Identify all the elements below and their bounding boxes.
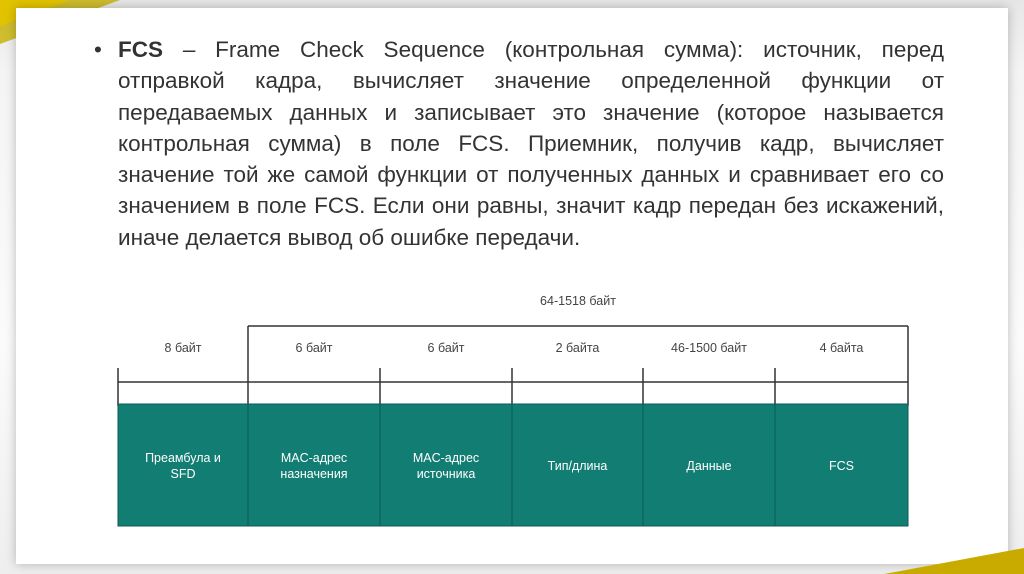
span-label: 64-1518 байт xyxy=(540,294,616,308)
fcs-term: FCS xyxy=(118,37,163,62)
field-size-label: 4 байта xyxy=(819,341,864,355)
frame-field-label: Преамбула и xyxy=(145,451,221,465)
frame-field-label: Тип/длина xyxy=(547,459,608,473)
frame-field-label: источника xyxy=(416,467,476,481)
frame-field-label: MAC-адрес xyxy=(280,451,348,465)
bullet: • xyxy=(94,37,102,62)
field-size-label: 2 байта xyxy=(555,341,600,355)
field-size-label: 46-1500 байт xyxy=(671,341,747,355)
frame-field-label: Данные xyxy=(686,459,732,473)
frame-field-box xyxy=(118,404,248,526)
frame-field-box xyxy=(248,404,380,526)
field-size-label: 8 байт xyxy=(164,341,202,355)
field-size-label: 6 байт xyxy=(427,341,465,355)
fcs-description: – Frame Check Sequence (контрольная сумма): источник, перед отправкой кадра, вычисляет значение определенной функции от передаваемых данных и записывает это значение (которое называется контрольная сумма) в поле FCS. Приемник, получив кадр, вычисляет значение той же самой функции от полученных данных и сравнивает его со значением в поле FCS. Если они равны, значит кадр передан без искажений, иначе делается вывод об ошибке передачи. xyxy=(118,37,944,250)
frame-field-label: MAC-адрес xyxy=(412,451,480,465)
frame-field-label: назначения xyxy=(280,467,348,481)
frame-field-label: SFD xyxy=(170,467,196,481)
field-size-label: 6 байт xyxy=(295,341,333,355)
frame-field-box xyxy=(380,404,512,526)
frame-field-label: FCS xyxy=(829,459,854,473)
